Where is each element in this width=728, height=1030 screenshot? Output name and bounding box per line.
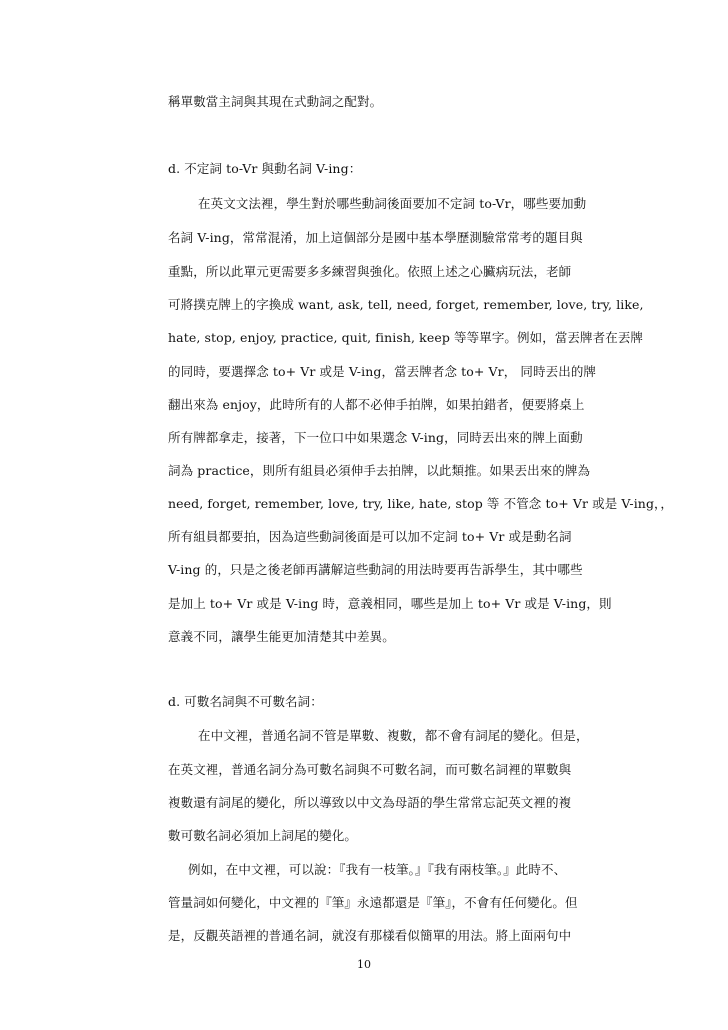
paragraph-line: 複數還有詞尾的變化，所以導致以中文為母語的學生常常忘記英文裡的複: [168, 795, 572, 810]
paragraph-line: 翻出來為 enjoy，此時所有的人都不必伸手拍牌，如果拍錯者，便要將桌上: [168, 397, 585, 412]
paragraph-line: 管量詞如何變化，中文裡的『筆』永遠都還是『筆』，不會有任何變化。但: [168, 895, 578, 910]
paragraph-line: 數可數名詞必須加上詞尾的變化。: [168, 828, 358, 843]
paragraph-line: 所有組員都要拍，因為這些動詞後面是可以加不定詞 to+ Vr 或是動名詞: [168, 529, 572, 544]
paragraph-line: 重點，所以此單元更需要多多練習與強化。依照上述之心臟病玩法，老師: [168, 264, 572, 279]
page-number: 10: [357, 958, 371, 971]
paragraph-line: 例如，在中文裡，可以說：『我有一枝筆。』『我有兩枝筆。』此時不、: [188, 862, 567, 877]
paragraph-line: need, forget, remember, love, try, like, hate, stop 等 不管念 to+ Vr 或是 V-ing，，: [168, 496, 674, 511]
paragraph-line: 可將撲克牌上的字換成 want, ask, tell, need, forget, remember, love, try, like,: [168, 297, 644, 312]
section-heading-infinitive-gerund: d. 不定詞 to-Vr 與動名詞 V-ing：: [168, 161, 362, 176]
paragraph-line: 的同時，要選擇念 to+ Vr 或是 V-ing，當丟牌者念 to+ Vr， 同時丟出的牌: [168, 364, 597, 379]
section-heading-countable-nouns: d. 可數名詞與不可數名詞：: [168, 694, 323, 709]
paragraph-line: 名詞 V-ing，常常混淆，加上這個部分是國中基本學歷測驗常常考的題目與: [168, 230, 583, 245]
paragraph-line: 是加上 to+ Vr 或是 V-ing 時，意義相同，哪些是加上 to+ Vr 或是 V-ing，則: [168, 596, 612, 611]
paragraph-line: 在中文裡，普通名詞不管是單數、複數，都不會有詞尾的變化。但是，: [198, 728, 589, 743]
paragraph-line: 意義不同，讓學生能更加清楚其中差異。: [168, 629, 395, 644]
paragraph-line: 詞為 practice，則所有組員必須伸手去拍牌，以此類推。如果丟出來的牌為: [168, 463, 591, 478]
paragraph-line: V-ing 的，只是之後老師再講解這些動詞的用法時要再告訴學生，其中哪些: [168, 562, 583, 577]
paragraph-line: 在英文裡，普通名詞分為可數名詞與不可數名詞，而可數名詞裡的單數與: [168, 762, 572, 777]
paragraph-line: 所有牌都拿走，接著，下一位口中如果選念 V-ing，同時丟出來的牌上面動: [168, 430, 583, 445]
paragraph-line: 是，反觀英語裡的普通名詞，就沒有那樣看似簡單的用法。將上面兩句中: [168, 928, 572, 943]
paragraph-line: 在英文文法裡，學生對於哪些動詞後面要加不定詞 to-Vr，哪些要加動: [198, 196, 587, 211]
paragraph-line: hate, stop, enjoy, practice, quit, finish, keep 等等單字。例如，當丟牌者在丟牌: [168, 330, 644, 345]
paragraph-line: 稱單數當主詞與其現在式動詞之配對。: [168, 94, 383, 109]
